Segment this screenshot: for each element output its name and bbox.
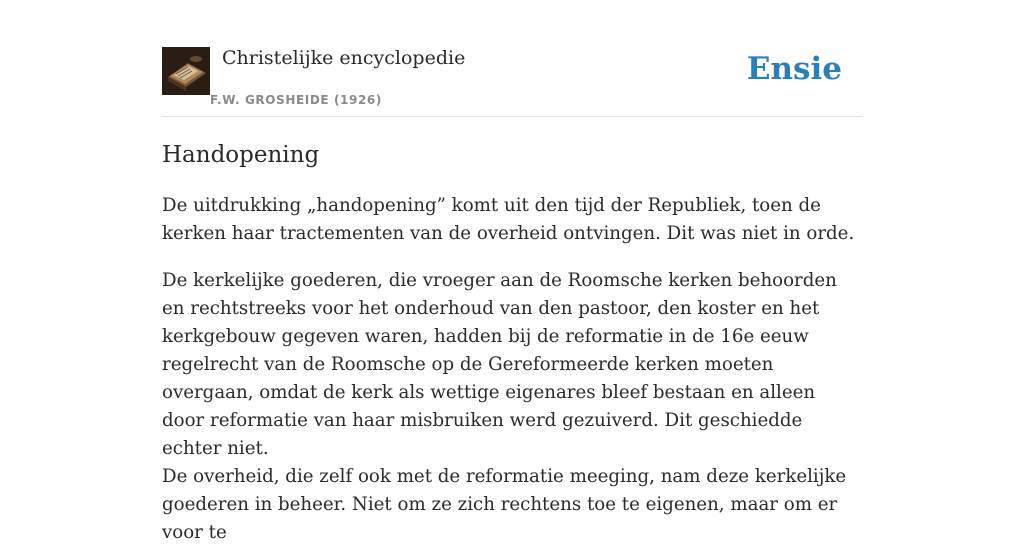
book-thumbnail-icon[interactable] <box>162 47 210 95</box>
source-title[interactable]: Christelijke encyclopedie <box>222 47 466 69</box>
article-paragraph: De uitdrukking „handopening” komt uit den tijd der Republiek, toen de kerken haar tractementen van de overheid ontvingen. Dit was niet in orde. <box>162 195 855 244</box>
brand-logo[interactable]: Ensie <box>746 51 842 87</box>
article-paragraph: De overheid, die zelf ook met de reformatie meeging, nam deze kerkelijke goederen in beheer. Niet om ze zich rechtens toe te eigenen, maar om er voor te <box>162 466 847 543</box>
source-author: F.W. GROSHEIDE (1926) <box>210 93 382 107</box>
article-paragraph: De kerkelijke goederen, die vroeger aan de Roomsche kerken behoorden en rechtstreeks voor het onderhoud van den pastoor, den koster en het kerkgebouw gegeven waren, hadden bij de reformatie in de 16e eeuw regelrecht van de Roomsche op de Gereformeerde kerken moeten overgaan, omdat de kerk als wettige eigenares bleef bestaan en alleen door reformatie van haar misbruiken werd gezuiverd. Dit geschiedde echter niet. <box>162 270 837 459</box>
source-header <box>162 0 862 117</box>
page <box>162 0 862 543</box>
article-title: Handopening <box>162 142 320 168</box>
